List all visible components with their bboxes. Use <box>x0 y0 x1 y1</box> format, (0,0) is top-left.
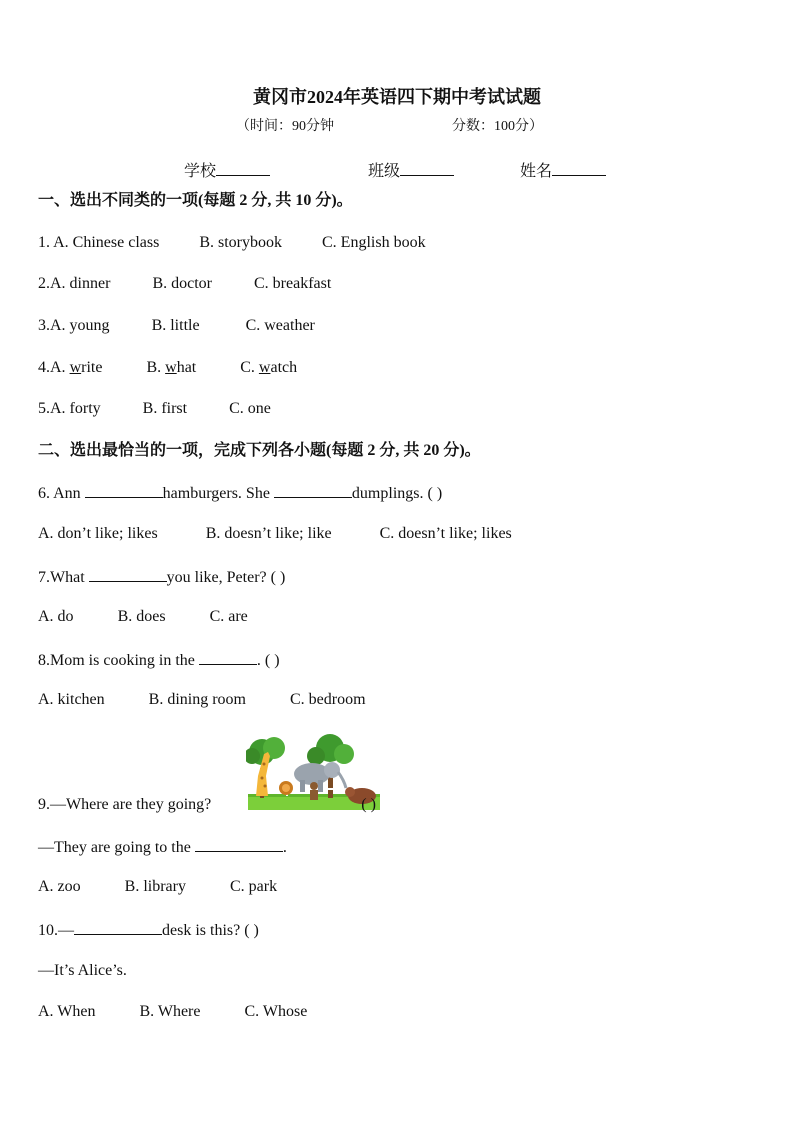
q2-option-a: 2.A. dinner <box>38 275 111 292</box>
q8-text-1: 8.Mom is cooking in the <box>38 652 199 669</box>
name-field <box>520 160 606 182</box>
q9-blank[interactable] <box>195 836 283 852</box>
q9-answer-text: —They are going to the <box>38 839 195 856</box>
q8-text-2: . ( ) <box>256 652 280 669</box>
section-2-heading: 二、选出最恰当的一项，完成下列各小题(每题 2 分, 共 20 分)。 <box>38 442 481 459</box>
question-9-options <box>38 877 277 897</box>
q7-option-c: C. are <box>209 608 248 625</box>
q3-option-c: C. weather <box>245 317 315 334</box>
q2-option-c: C. breakfast <box>253 275 332 292</box>
q6-text-2: hamburgers. She <box>162 485 274 502</box>
q2-option-b: B. doctor <box>152 275 212 292</box>
q8-option-b: B. dining room <box>148 691 246 708</box>
question-10-answer: —It’s Alice’s. <box>38 962 127 979</box>
school-label: 学校 <box>184 163 217 180</box>
q1-option-a: 1. A. Chinese class <box>38 234 160 251</box>
name-label: 姓名 <box>520 163 553 180</box>
exam-time: （时间：90分钟 <box>236 119 334 134</box>
q3-option-a: 3.A. young <box>38 317 110 334</box>
q9-bracket: ( ) <box>361 796 376 813</box>
class-label: 班级 <box>368 163 401 180</box>
q7-text-1: 7.What <box>38 569 89 586</box>
question-6 <box>38 482 442 504</box>
q4-option-c: C. watch <box>240 359 298 376</box>
question-7 <box>38 566 285 588</box>
question-9 <box>38 795 376 815</box>
question-3 <box>38 316 315 336</box>
question-7-options <box>38 607 248 627</box>
q10-option-c: C. Whose <box>244 1003 308 1020</box>
q5-option-b: B. first <box>142 400 188 417</box>
q7-option-a: A. do <box>38 608 74 625</box>
q7-option-b: B. does <box>117 608 166 625</box>
q5-option-c: C. one <box>229 400 271 417</box>
name-blank[interactable] <box>552 160 606 176</box>
q1-option-c: C. English book <box>322 234 426 251</box>
q1-option-b: B. storybook <box>199 234 282 251</box>
question-9-answer: —They are going to the . <box>38 836 287 858</box>
q8-option-c: C. bedroom <box>290 691 366 708</box>
q9-option-b: B. library <box>124 878 186 895</box>
class-field <box>368 160 454 182</box>
q5-option-a: 5.A. forty <box>38 400 101 417</box>
q9-text: 9.—Where are they going? <box>38 796 212 813</box>
q10-option-b: B. Where <box>139 1003 201 1020</box>
q10-text-1: 10.— <box>38 922 74 939</box>
question-5 <box>38 399 271 419</box>
q9-option-c: C. park <box>229 878 278 895</box>
class-blank[interactable] <box>400 160 454 176</box>
q6-blank-2[interactable] <box>274 482 352 498</box>
question-4 <box>38 358 297 378</box>
q6-option-c: C. doesn’t like; likes <box>379 525 512 542</box>
question-1 <box>38 233 426 253</box>
question-2 <box>38 274 331 294</box>
section-1-heading: 一、选出不同类的一项(每题 2 分, 共 10 分)。 <box>38 192 353 209</box>
q4-option-b: B. what <box>146 359 197 376</box>
q6-option-b: B. doesn’t like; like <box>205 525 332 542</box>
q6-text-1: 6. Ann <box>38 485 85 502</box>
q4-option-a: 4.A. write <box>38 359 103 376</box>
q6-text-3: dumplings. ( ) <box>351 485 443 502</box>
q7-text-2: you like, Peter? ( ) <box>166 569 286 586</box>
q10-option-a: A. When <box>38 1003 96 1020</box>
question-6-options <box>38 524 512 544</box>
question-10 <box>38 919 259 941</box>
page-title: 黄冈市2024年英语四下期中考试试题 <box>253 87 541 107</box>
q8-blank[interactable] <box>199 649 257 665</box>
q6-blank-1[interactable] <box>85 482 163 498</box>
q8-option-a: A. kitchen <box>38 691 105 708</box>
q10-text-2: desk is this? ( ) <box>162 922 259 939</box>
exam-score: 分数：100分） <box>452 119 543 134</box>
question-10-options <box>38 1002 307 1022</box>
q9-option-a: A. zoo <box>38 878 81 895</box>
q6-option-a: A. don’t like; likes <box>38 525 158 542</box>
school-field <box>184 160 270 182</box>
question-8 <box>38 649 280 671</box>
q3-option-b: B. little <box>151 317 200 334</box>
q10-blank[interactable] <box>74 919 162 935</box>
school-blank[interactable] <box>216 160 270 176</box>
q7-blank[interactable] <box>89 566 167 582</box>
question-8-options <box>38 690 366 710</box>
